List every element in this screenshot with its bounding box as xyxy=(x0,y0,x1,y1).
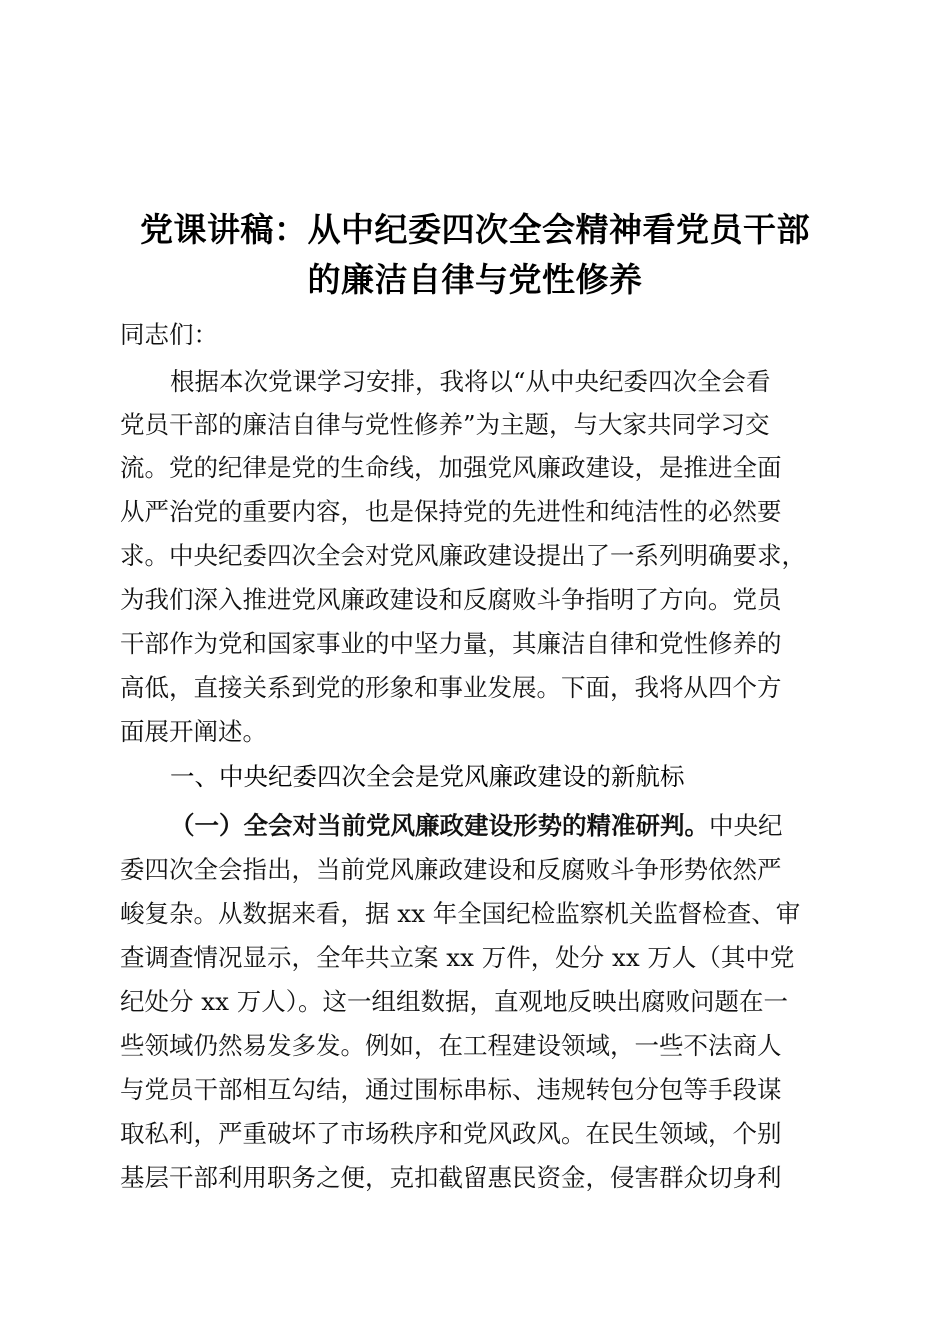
intro-line: 高低，直接关系到党的形象和事业发展。下面，我将从四个方 xyxy=(120,673,782,702)
body-line: 取私利，严重破坏了市场秩序和党风政风。在民生领域，个别 xyxy=(120,1119,782,1148)
intro-line: 根据本次党课学习安排，我将以“从中央纪委四次全会看 xyxy=(170,367,771,396)
salutation: 同志们： xyxy=(120,320,218,349)
body-line: 峻复杂。从数据来看，据 xx 年全国纪检监察机关监督检查、审 xyxy=(120,899,801,928)
intro-line: 流。党的纪律是党的生命线，加强党风廉政建设，是推进全面 xyxy=(120,453,782,482)
intro-line: 求。中央纪委四次全会对党风廉政建设提出了一系列明确要求， xyxy=(120,541,806,570)
body-line: 些领域仍然易发多发。例如，在工程建设领域，一些不法商人 xyxy=(120,1031,782,1060)
body-line: 基层干部利用职务之便，克扣截留惠民资金，侵害群众切身利 xyxy=(120,1163,782,1192)
intro-line: 为我们深入推进党风廉政建设和反腐败斗争指明了方向。党员 xyxy=(120,585,782,614)
section-heading: 一、中央纪委四次全会是党风廉政建设的新航标 xyxy=(170,762,685,791)
intro-line: 干部作为党和国家事业的中坚力量，其廉洁自律和党性修养的 xyxy=(120,629,782,658)
title-line-2: 的廉洁自律与党性修养 xyxy=(307,260,643,299)
body-line: 与党员干部相互勾结，通过围标串标、违规转包分包等手段谋 xyxy=(120,1075,782,1104)
body-line: 纪处分 xx 万人）。这一组组数据，直观地反映出腐败问题在一 xyxy=(120,987,788,1016)
subsection-first-line xyxy=(170,811,783,841)
intro-line: 面展开阐述。 xyxy=(120,717,267,746)
body-line: 委四次全会指出，当前党风廉政建设和反腐败斗争形势依然严 xyxy=(120,855,782,884)
subsection-text-start: 中央纪 xyxy=(709,811,783,840)
intro-line: 从严治党的重要内容，也是保持党的先进性和纯洁性的必然要 xyxy=(120,497,782,526)
intro-line: 党员干部的廉洁自律与党性修养”为主题，与大家共同学习交 xyxy=(120,410,770,439)
title-line-1: 党课讲稿：从中纪委四次全会精神看党员干部 xyxy=(140,210,810,249)
subsection-heading: （一）全会对当前党风廉政建设形势的精准研判。 xyxy=(170,811,709,840)
body-line: 查调查情况显示，全年共立案 xx 万件，处分 xx 万人（其中党 xyxy=(120,943,795,972)
document-title xyxy=(110,205,840,305)
